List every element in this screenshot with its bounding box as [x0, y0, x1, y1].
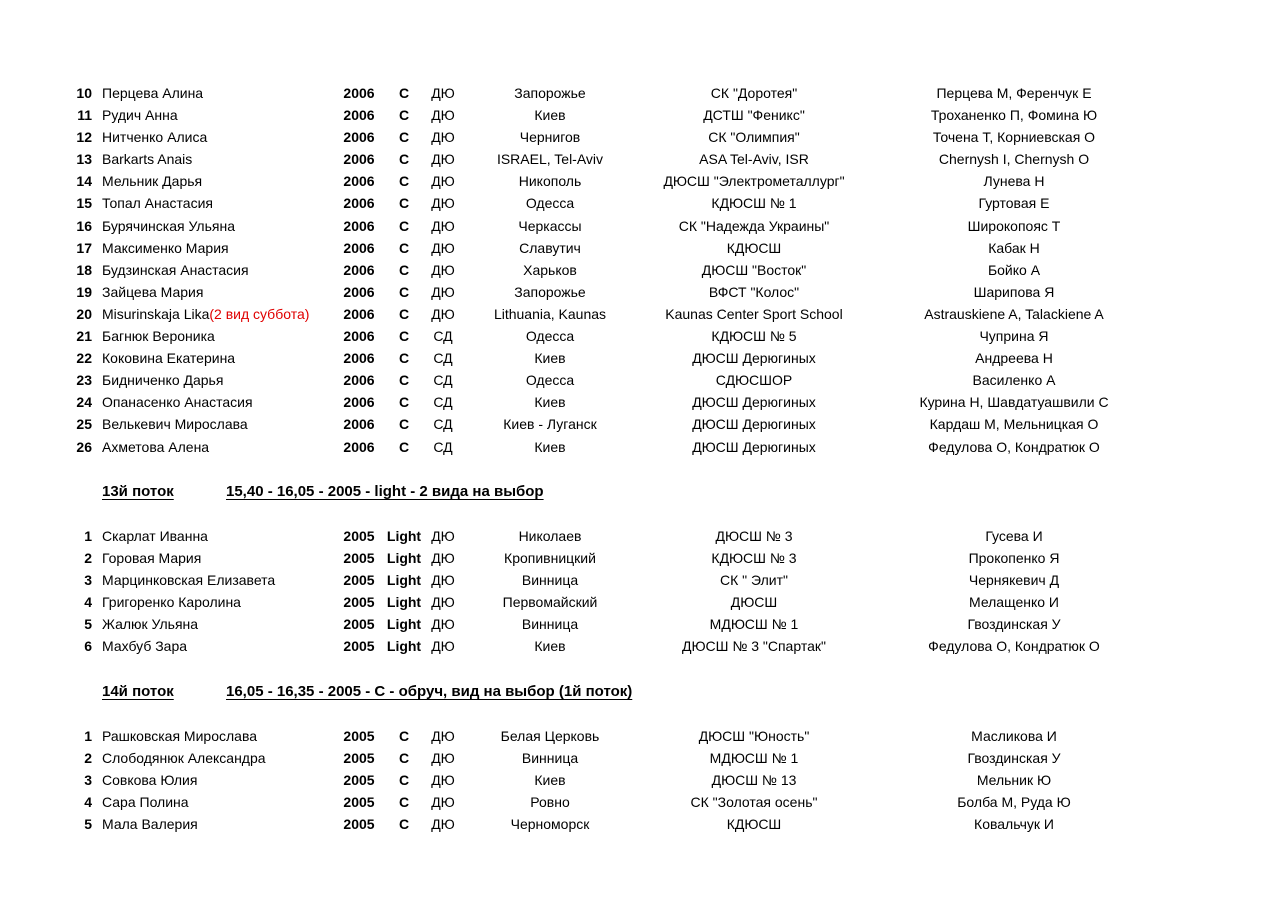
athlete-name-text: Горовая Мария: [102, 550, 202, 567]
athlete-name: [102, 436, 338, 458]
stream-13-heading: [102, 481, 544, 503]
category: Light: [386, 594, 422, 611]
participant-row: [0, 259, 1280, 281]
coaches: Бойко А: [987, 261, 1041, 278]
category: С: [398, 772, 410, 789]
start-number: 10: [76, 85, 92, 101]
category: С: [398, 195, 410, 212]
birth-year: 2005: [343, 750, 375, 767]
city: Киев: [534, 107, 566, 124]
program: ДЮ: [431, 151, 455, 168]
section-stream-12-list: [0, 82, 1280, 458]
coaches: Курина Н, Шавдатуашвили С: [919, 394, 1109, 411]
birth-year: 2005: [343, 528, 375, 544]
birth-year: 2006: [343, 328, 375, 345]
birth-year: 2006: [343, 151, 375, 168]
program: ДЮ: [431, 638, 455, 655]
schedule-note: (2 вид суббота): [209, 305, 310, 322]
category: Light: [386, 638, 422, 655]
category: С: [398, 239, 410, 256]
coaches: Масликова И: [971, 728, 1057, 744]
club: КДЮСШ № 1: [711, 195, 797, 212]
athlete-name-text: Жалюк Ульяна: [102, 616, 199, 633]
program: ДЮ: [431, 728, 455, 744]
athlete-name-text: Мала Валерия: [102, 816, 198, 833]
program: ДЮ: [431, 772, 455, 789]
category: С: [398, 217, 410, 234]
athlete-name: [102, 325, 338, 347]
start-number: 6: [84, 638, 92, 655]
participant-row: [0, 369, 1280, 391]
birth-year: 2005: [343, 816, 375, 833]
participant-row: [0, 525, 1280, 547]
start-number: 5: [84, 816, 92, 833]
coaches: Chernysh I, Chernysh O: [938, 151, 1090, 168]
participant-row: [0, 148, 1280, 170]
coaches: Точена Т, Корниевская О: [932, 129, 1096, 146]
coaches: Василенко А: [972, 372, 1056, 389]
birth-year: 2005: [343, 550, 375, 567]
club: ДЮСШ Дерюгиных: [692, 350, 816, 367]
start-number: 4: [84, 594, 92, 611]
athlete-name-text: Марцинковская Елизавета: [102, 572, 276, 589]
birth-year: 2005: [343, 616, 375, 633]
athlete-name: [102, 769, 338, 791]
athlete-name-text: Рудич Анна: [102, 107, 178, 124]
club: ДЮСШ № 3 "Спартак": [682, 638, 826, 655]
start-number: 2: [84, 750, 92, 767]
athlete-name-text: Совкова Юлия: [102, 772, 198, 789]
city: Одесса: [525, 372, 575, 389]
start-number: 12: [76, 129, 92, 146]
participant-row: [0, 547, 1280, 569]
program: ДЮ: [431, 572, 455, 589]
birth-year: 2006: [343, 195, 375, 212]
participant-row: [0, 413, 1280, 435]
start-number: 17: [76, 239, 92, 256]
coaches: Гвоздинская У: [967, 616, 1061, 633]
club: СДЮСШОР: [715, 372, 793, 389]
category: С: [398, 283, 410, 300]
coaches: Болба М, Руда Ю: [957, 794, 1071, 811]
club: МДЮСШ № 1: [709, 750, 799, 767]
start-number: 3: [84, 772, 92, 789]
participant-row: [0, 391, 1280, 413]
city: Киев: [534, 772, 566, 789]
athlete-name: [102, 547, 338, 569]
club: СК "Доротея": [710, 85, 798, 101]
category: С: [398, 85, 410, 101]
athlete-name: [102, 747, 338, 769]
athlete-name: [102, 192, 338, 214]
city: Одесса: [525, 195, 575, 212]
participant-row: [0, 104, 1280, 126]
program: ДЮ: [431, 616, 455, 633]
program: ДЮ: [431, 794, 455, 811]
section-stream-14-list: [0, 725, 1280, 835]
club: СК "Надежда Украины": [678, 217, 830, 234]
athlete-name-text: Рашковская Мирослава: [102, 728, 258, 744]
city: Кропивницкий: [504, 550, 596, 567]
coaches: Гуртовая Е: [978, 195, 1050, 212]
athlete-name-text: Багнюк Вероника: [102, 328, 215, 345]
participant-row: [0, 281, 1280, 303]
coaches: Чуприна Я: [979, 328, 1049, 345]
athlete-name-text: Скарлат Иванна: [102, 528, 208, 544]
category: С: [398, 394, 410, 411]
athlete-name-text: Коковина Екатерина: [102, 350, 236, 367]
city: Чернигов: [519, 129, 581, 146]
coaches: Кабак Н: [988, 239, 1040, 256]
club: ВФСТ "Колос": [708, 283, 800, 300]
coaches: Прокопенко Я: [968, 550, 1060, 567]
category: С: [398, 350, 410, 367]
coaches: Андреева Н: [975, 350, 1053, 367]
city: Никополь: [518, 173, 582, 190]
participant-row: [0, 747, 1280, 769]
participant-row: [0, 347, 1280, 369]
category: С: [398, 750, 410, 767]
city: Киев: [534, 350, 566, 367]
city: Харьков: [523, 261, 577, 278]
participant-row: [0, 725, 1280, 747]
participant-row: [0, 170, 1280, 192]
city: ISRAEL, Tel-Aviv: [496, 151, 604, 168]
participant-row: [0, 325, 1280, 347]
start-number: 15: [76, 195, 92, 212]
program: СД: [433, 416, 453, 433]
birth-year: 2005: [343, 594, 375, 611]
birth-year: 2006: [343, 107, 375, 124]
club: КДЮСШ № 3: [711, 550, 797, 567]
start-number: 3: [84, 572, 92, 589]
city: Киев: [534, 638, 566, 655]
start-number: 26: [76, 438, 92, 455]
athlete-name-text: Григоренко Каролина: [102, 594, 241, 611]
club: ДЮСШ "Юность": [698, 728, 810, 744]
participant-row: [0, 635, 1280, 657]
city: Винница: [521, 572, 579, 589]
club: КДЮСШ: [726, 239, 782, 256]
program: ДЮ: [431, 594, 455, 611]
athlete-name: [102, 391, 338, 413]
city: Киев: [534, 394, 566, 411]
club: ДЮСШ № 3: [715, 528, 793, 544]
start-number: 1: [84, 528, 92, 544]
athlete-name: [102, 303, 338, 325]
participant-row: [0, 569, 1280, 591]
coaches: Гусева И: [985, 528, 1043, 544]
athlete-name: [102, 413, 338, 435]
athlete-name: [102, 369, 338, 391]
participant-row: [0, 82, 1280, 104]
start-number: 14: [76, 173, 92, 190]
athlete-name-text: Barkarts Anais: [102, 151, 193, 168]
city: Винница: [521, 750, 579, 767]
club: ДЮСШ "Восток": [701, 261, 807, 278]
start-number: 1: [84, 728, 92, 744]
stream-14-label: 14й поток: [102, 683, 174, 700]
birth-year: 2006: [343, 239, 375, 256]
coaches: Федулова О, Кондратюк О: [928, 638, 1100, 655]
athlete-name-text: Опанасенко Анастасия: [102, 394, 253, 411]
start-number: 4: [84, 794, 92, 811]
coaches: Ковальчук И: [974, 816, 1054, 833]
category: Light: [386, 572, 422, 589]
athlete-name-text: Перцева Алина: [102, 85, 204, 101]
participant-row: [0, 436, 1280, 458]
birth-year: 2006: [343, 261, 375, 278]
birth-year: 2005: [343, 572, 375, 589]
athlete-name: [102, 126, 338, 148]
stream-13-time: 15,40 - 16,05 - 2005 - light - 2 вида на выбор: [226, 483, 544, 500]
birth-year: 2006: [343, 305, 375, 322]
start-number: 18: [76, 261, 92, 278]
program: ДЮ: [431, 85, 455, 101]
stream-14-heading: [102, 681, 633, 703]
start-number: 23: [76, 372, 92, 389]
birth-year: 2006: [343, 416, 375, 433]
program: ДЮ: [431, 239, 455, 256]
city: Запорожье: [514, 85, 586, 101]
participant-row: [0, 126, 1280, 148]
coaches: Кардаш М, Мельницкая О: [929, 416, 1099, 433]
birth-year: 2005: [343, 728, 375, 744]
program: ДЮ: [431, 283, 455, 300]
start-number: 21: [76, 328, 92, 345]
program: ДЮ: [431, 107, 455, 124]
athlete-name: [102, 148, 338, 170]
category: С: [398, 173, 410, 190]
program: ДЮ: [431, 195, 455, 212]
athlete-name: [102, 635, 338, 657]
category: С: [398, 129, 410, 146]
club: СК " Элит": [720, 572, 788, 589]
coaches: Троханенко П, Фомина Ю: [930, 107, 1098, 124]
coaches: Шарипова Я: [973, 283, 1055, 300]
athlete-name-text: Слободянюк Александра: [102, 750, 266, 767]
athlete-name: [102, 813, 338, 835]
coaches: Чернякевич Д: [968, 572, 1060, 589]
category: С: [398, 728, 410, 744]
birth-year: 2006: [343, 173, 375, 190]
athlete-name: [102, 82, 338, 104]
athlete-name: [102, 215, 338, 237]
participant-row: [0, 591, 1280, 613]
birth-year: 2006: [343, 438, 375, 455]
program: СД: [433, 372, 453, 389]
city: Черноморск: [510, 816, 590, 833]
category: Light: [386, 616, 422, 633]
start-number: 19: [76, 283, 92, 300]
category: С: [398, 416, 410, 433]
coaches: Широкопояс Т: [967, 217, 1061, 234]
club: ДЮСШ Дерюгиных: [692, 394, 816, 411]
start-number: 24: [76, 394, 92, 411]
athlete-name-text: Сара Полина: [102, 794, 189, 811]
category: С: [398, 438, 410, 455]
category: С: [398, 372, 410, 389]
club: ДЮСШ "Электрометаллург": [663, 173, 845, 190]
category: Light: [386, 528, 422, 544]
club: СК "Золотая осень": [690, 794, 818, 811]
city: Киев - Луганск: [503, 416, 597, 433]
program: ДЮ: [431, 129, 455, 146]
club: ДЮСШ Дерюгиных: [692, 416, 816, 433]
birth-year: 2006: [343, 217, 375, 234]
city: Белая Церковь: [500, 728, 600, 744]
participant-row: [0, 791, 1280, 813]
athlete-name: [102, 525, 338, 547]
stream-14-time: 16,05 - 16,35 - 2005 - С - обруч, вид на выбор (1й поток): [226, 683, 633, 700]
program: ДЮ: [431, 217, 455, 234]
category: С: [398, 261, 410, 278]
club: Kaunas Center Sport School: [665, 305, 843, 322]
city: Николаев: [518, 528, 582, 544]
city: Черкассы: [518, 217, 582, 234]
club: ДЮСШ № 13: [711, 772, 797, 789]
club: КДЮСШ № 5: [711, 328, 797, 345]
athlete-name-text: Мельник Дарья: [102, 173, 203, 190]
program: ДЮ: [431, 816, 455, 833]
participant-row: [0, 769, 1280, 791]
athlete-name-text: Ахметова Алена: [102, 438, 210, 455]
athlete-name-text: Misurinskaja Lika: [102, 305, 210, 322]
birth-year: 2006: [343, 85, 375, 101]
athlete-name: [102, 347, 338, 369]
program: СД: [433, 350, 453, 367]
birth-year: 2005: [343, 772, 375, 789]
athlete-name-text: Топал Анастасия: [102, 195, 213, 212]
city: Lithuania, Kaunas: [493, 305, 607, 322]
birth-year: 2006: [343, 350, 375, 367]
club: ASA Tel-Aviv, ISR: [699, 151, 809, 168]
athlete-name: [102, 725, 338, 747]
athlete-name-text: Махбуб Зара: [102, 638, 188, 655]
participant-row: [0, 215, 1280, 237]
start-number: 22: [76, 350, 92, 367]
athlete-name: [102, 569, 338, 591]
city: Первомайский: [502, 594, 598, 611]
athlete-name-text: Зайцева Мария: [102, 283, 204, 300]
coaches: Astrauskiene A, Talackiene A: [924, 305, 1104, 322]
athlete-name: [102, 281, 338, 303]
city: Славутич: [519, 239, 581, 256]
coaches: Федулова О, Кондратюк О: [928, 438, 1100, 455]
city: Киев: [534, 438, 566, 455]
coaches: Перцева М, Ференчук Е: [936, 85, 1092, 101]
program: ДЮ: [431, 305, 455, 322]
section-stream-13-list: [0, 525, 1280, 658]
start-number: 2: [84, 550, 92, 567]
birth-year: 2006: [343, 129, 375, 146]
city: Винница: [521, 616, 579, 633]
program: СД: [433, 394, 453, 411]
club: ДСТШ "Феникс": [703, 107, 805, 124]
category: Light: [386, 550, 422, 567]
participant-row: [0, 813, 1280, 835]
athlete-name-text: Максименко Мария: [102, 239, 229, 256]
athlete-name: [102, 613, 338, 635]
birth-year: 2006: [343, 283, 375, 300]
participant-row: [0, 192, 1280, 214]
category: С: [398, 794, 410, 811]
program: ДЮ: [431, 261, 455, 278]
athlete-name: [102, 259, 338, 281]
athlete-name: [102, 791, 338, 813]
program: ДЮ: [431, 173, 455, 190]
athlete-name-text: Нитченко Алиса: [102, 129, 208, 146]
start-number: 13: [76, 151, 92, 168]
coaches: Лунева Н: [983, 173, 1045, 190]
coaches: Мелащенко И: [969, 594, 1059, 611]
club: ДЮСШ Дерюгиных: [692, 438, 816, 455]
participant-row: [0, 613, 1280, 635]
program: ДЮ: [431, 550, 455, 567]
birth-year: 2005: [343, 794, 375, 811]
club: ДЮСШ: [730, 594, 778, 611]
stream-13-label: 13й поток: [102, 483, 174, 500]
city: Ровно: [530, 794, 570, 811]
program: СД: [433, 328, 453, 345]
athlete-name-text: Бурячинская Ульяна: [102, 217, 235, 234]
program: ДЮ: [431, 750, 455, 767]
city: Запорожье: [514, 283, 586, 300]
participant-row: [0, 237, 1280, 259]
birth-year: 2005: [343, 638, 375, 655]
start-number: 25: [76, 416, 92, 433]
start-number: 16: [76, 217, 92, 234]
athlete-name: [102, 104, 338, 126]
athlete-name: [102, 170, 338, 192]
athlete-name: [102, 591, 338, 613]
athlete-name-text: Будзинская Анастасия: [102, 261, 249, 278]
category: С: [398, 816, 410, 833]
category: С: [398, 328, 410, 345]
category: С: [398, 305, 410, 322]
club: МДЮСШ № 1: [709, 616, 799, 633]
athlete-name-text: Бидниченко Дарья: [102, 372, 224, 389]
birth-year: 2006: [343, 394, 375, 411]
club: СК "Олимпия": [708, 129, 800, 146]
coaches: Гвоздинская У: [967, 750, 1061, 767]
program: ДЮ: [431, 528, 455, 544]
start-number: 11: [77, 107, 92, 124]
city: Одесса: [525, 328, 575, 345]
category: С: [398, 107, 410, 124]
program: СД: [433, 438, 453, 455]
start-number: 5: [84, 616, 92, 633]
club: КДЮСШ: [726, 816, 782, 833]
coaches: Мельник Ю: [976, 772, 1052, 789]
start-number: 20: [76, 305, 92, 322]
athlete-name: [102, 237, 338, 259]
category: С: [398, 151, 410, 168]
birth-year: 2006: [343, 372, 375, 389]
athlete-name-text: Велькевич Мирослава: [102, 416, 248, 433]
participant-row: [0, 303, 1280, 325]
